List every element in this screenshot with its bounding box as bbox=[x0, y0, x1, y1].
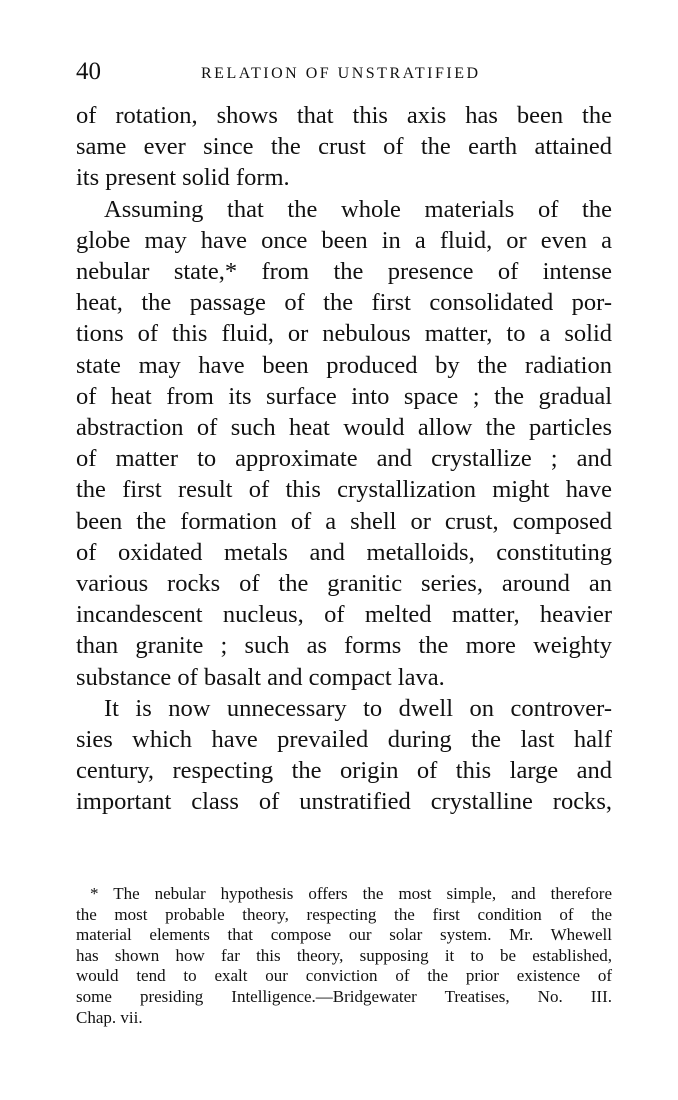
footnote-line: would tend to exalt our conviction of the prior existence of bbox=[76, 966, 612, 986]
text-line: state may have been produced by the radiation bbox=[76, 351, 612, 379]
text-line: of matter to approximate and crystallize ; and bbox=[76, 445, 612, 473]
text-line: of rotation, shows that this axis has been the bbox=[76, 102, 612, 129]
text-line: various rocks of the granitic series, around an bbox=[76, 570, 612, 598]
page-header bbox=[76, 58, 612, 92]
footnote-line: some presiding Intelligence.—Bridgewater Treatises, No. III. bbox=[76, 986, 612, 1006]
paragraph-continuation bbox=[76, 100, 612, 194]
footnote-line: Chap. vii. bbox=[76, 1007, 143, 1027]
text-line: than granite ; such as forms the more weighty bbox=[76, 632, 612, 660]
page-number: 40 bbox=[76, 58, 101, 85]
text-line: tions of this fluid, or nebulous matter, to a solid bbox=[76, 320, 612, 348]
paragraph-nebular-state bbox=[76, 194, 612, 693]
text-line: globe may have once been in a fluid, or even a bbox=[76, 226, 612, 254]
footnote-line: has shown how far this theory, supposing it to be established, bbox=[76, 945, 612, 965]
paragraph-controversies bbox=[76, 693, 612, 818]
text-line: substance of basalt and compact lava. bbox=[76, 663, 445, 691]
text-line: heat, the passage of the first consolidated por- bbox=[76, 289, 612, 317]
footnote bbox=[76, 884, 612, 1028]
footnote-line: material elements that compose our solar system. Mr. Whewell bbox=[76, 925, 612, 945]
text-line: of oxidated metals and metalloids, constituting bbox=[76, 538, 612, 566]
footnote-line: * The nebular hypothesis offers the most simple, and therefore bbox=[90, 884, 612, 903]
text-line: abstraction of such heat would allow the particles bbox=[76, 414, 612, 442]
running-head: RELATION OF UNSTRATIFIED bbox=[201, 65, 481, 82]
text-line: the first result of this crystallization might have bbox=[76, 476, 612, 504]
text-line: of heat from its surface into space ; the gradual bbox=[76, 382, 612, 410]
text-line: incandescent nucleus, of melted matter, heavier bbox=[76, 601, 612, 629]
text-line: same ever since the crust of the earth attained bbox=[76, 133, 612, 161]
text-line: important class of unstratified crystalline rocks, bbox=[76, 788, 612, 816]
text-line: nebular state,* from the presence of intense bbox=[76, 258, 612, 286]
text-line: Assuming that the whole materials of the bbox=[104, 195, 612, 223]
footnote-line: the most probable theory, respecting the first condition of the bbox=[76, 904, 612, 924]
text-line: been the formation of a shell or crust, composed bbox=[76, 507, 612, 535]
text-line: its present solid form. bbox=[76, 164, 290, 192]
body-text bbox=[76, 100, 612, 818]
text-line: It is now unnecessary to dwell on controver- bbox=[104, 694, 612, 722]
text-line: sies which have prevailed during the last half bbox=[76, 726, 612, 754]
text-line: century, respecting the origin of this large and bbox=[76, 757, 612, 785]
